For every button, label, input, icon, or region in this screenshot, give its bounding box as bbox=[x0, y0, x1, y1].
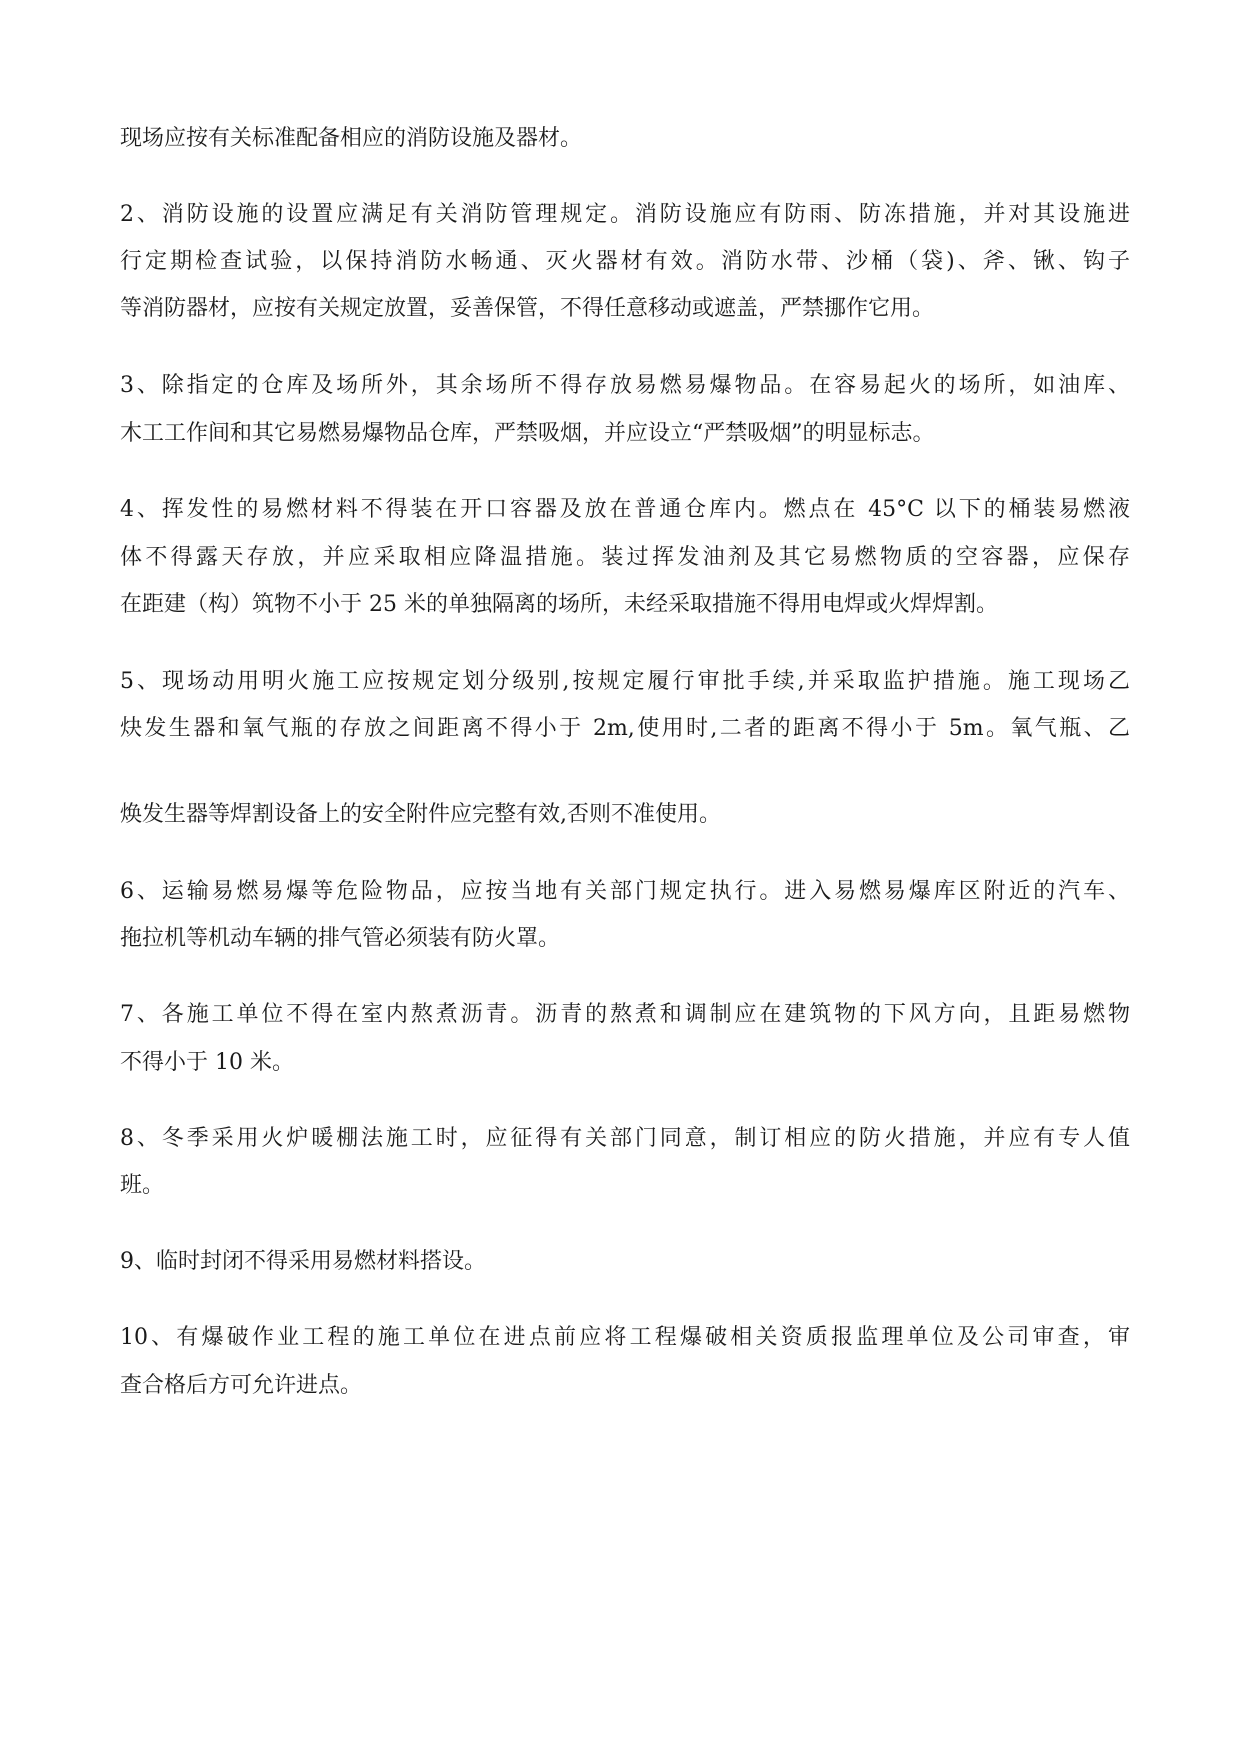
paragraph-4-line-3: 在距建（构）筑物不小于 25 米的单独隔离的场所，未经采取措施不得用电焊或火焊焊割。 bbox=[120, 592, 998, 617]
paragraph-5-line-1: 5、现场动用明火施工应按规定划分级别,按规定履行审批手续,并采取监护措施。施工现场乙 bbox=[120, 669, 1130, 694]
paragraph-5-line-3: 焕发生器等焊割设备上的安全附件应完整有效,否则不准使用。 bbox=[120, 802, 721, 827]
paragraph-7-line-1: 7、各施工单位不得在室内熬煮沥青。沥青的熬煮和调制应在建筑物的下风方向，且距易燃物 bbox=[120, 1002, 1130, 1027]
paragraph-2-line-2: 行定期检查试验，以保持消防水畅通、灭火器材有效。消防水带、沙桶（袋)、斧、锹、钩子 bbox=[120, 249, 1130, 274]
paragraph-10-line-2: 查合格后方可允许进点。 bbox=[120, 1373, 363, 1398]
paragraph-2-line-1: 2、消防设施的设置应满足有关消防管理规定。消防设施应有防雨、防冻措施，并对其设施进 bbox=[120, 202, 1130, 227]
paragraph-9-line-1: 9、临时封闭不得采用易燃材料搭设。 bbox=[120, 1249, 486, 1274]
paragraph-8-line-2: 班。 bbox=[120, 1173, 165, 1198]
paragraph-5-line-2: 炔发生器和氧气瓶的存放之间距离不得小于 2m,使用时,二者的距离不得小于 5m。氧气瓶、乙 bbox=[120, 716, 1130, 741]
paragraph-7-line-2: 不得小于 10 米。 bbox=[120, 1050, 294, 1075]
paragraph-3-line-1: 3、除指定的仓库及场所外，其余场所不得存放易燃易爆物品。在容易起火的场所，如油库、 bbox=[120, 373, 1130, 398]
paragraph-2-line-3: 等消防器材，应按有关规定放置，妥善保管，不得任意移动或遮盖，严禁挪作它用。 bbox=[120, 296, 935, 321]
paragraph-6-line-1: 6、运输易燃易爆等危险物品，应按当地有关部门规定执行。进入易燃易爆库区附近的汽车、 bbox=[120, 879, 1130, 904]
paragraph-4-line-1: 4、挥发性的易燃材料不得装在开口容器及放在普通仓库内。燃点在 45°C 以下的桶装易燃液 bbox=[120, 497, 1130, 522]
paragraph-8-line-1: 8、冬季采用火炉暖棚法施工时，应征得有关部门同意，制订相应的防火措施，并应有专人值 bbox=[120, 1126, 1130, 1151]
paragraph-0-line-1: 现场应按有关标准配备相应的消防设施及器材。 bbox=[120, 126, 583, 151]
paragraph-6-line-2: 拖拉机等机动车辆的排气管必须装有防火罩。 bbox=[120, 926, 561, 951]
paragraph-10-line-1: 10、有爆破作业工程的施工单位在进点前应将工程爆破相关资质报监理单位及公司审查，审 bbox=[120, 1325, 1130, 1350]
paragraph-4-line-2: 体不得露天存放，并应采取相应降温措施。装过挥发油剂及其它易燃物质的空容器，应保存 bbox=[120, 545, 1130, 570]
paragraph-3-line-2: 木工工作间和其它易燃易爆物品仓库，严禁吸烟，并应设立“严禁吸烟”的明显标志。 bbox=[120, 421, 935, 446]
